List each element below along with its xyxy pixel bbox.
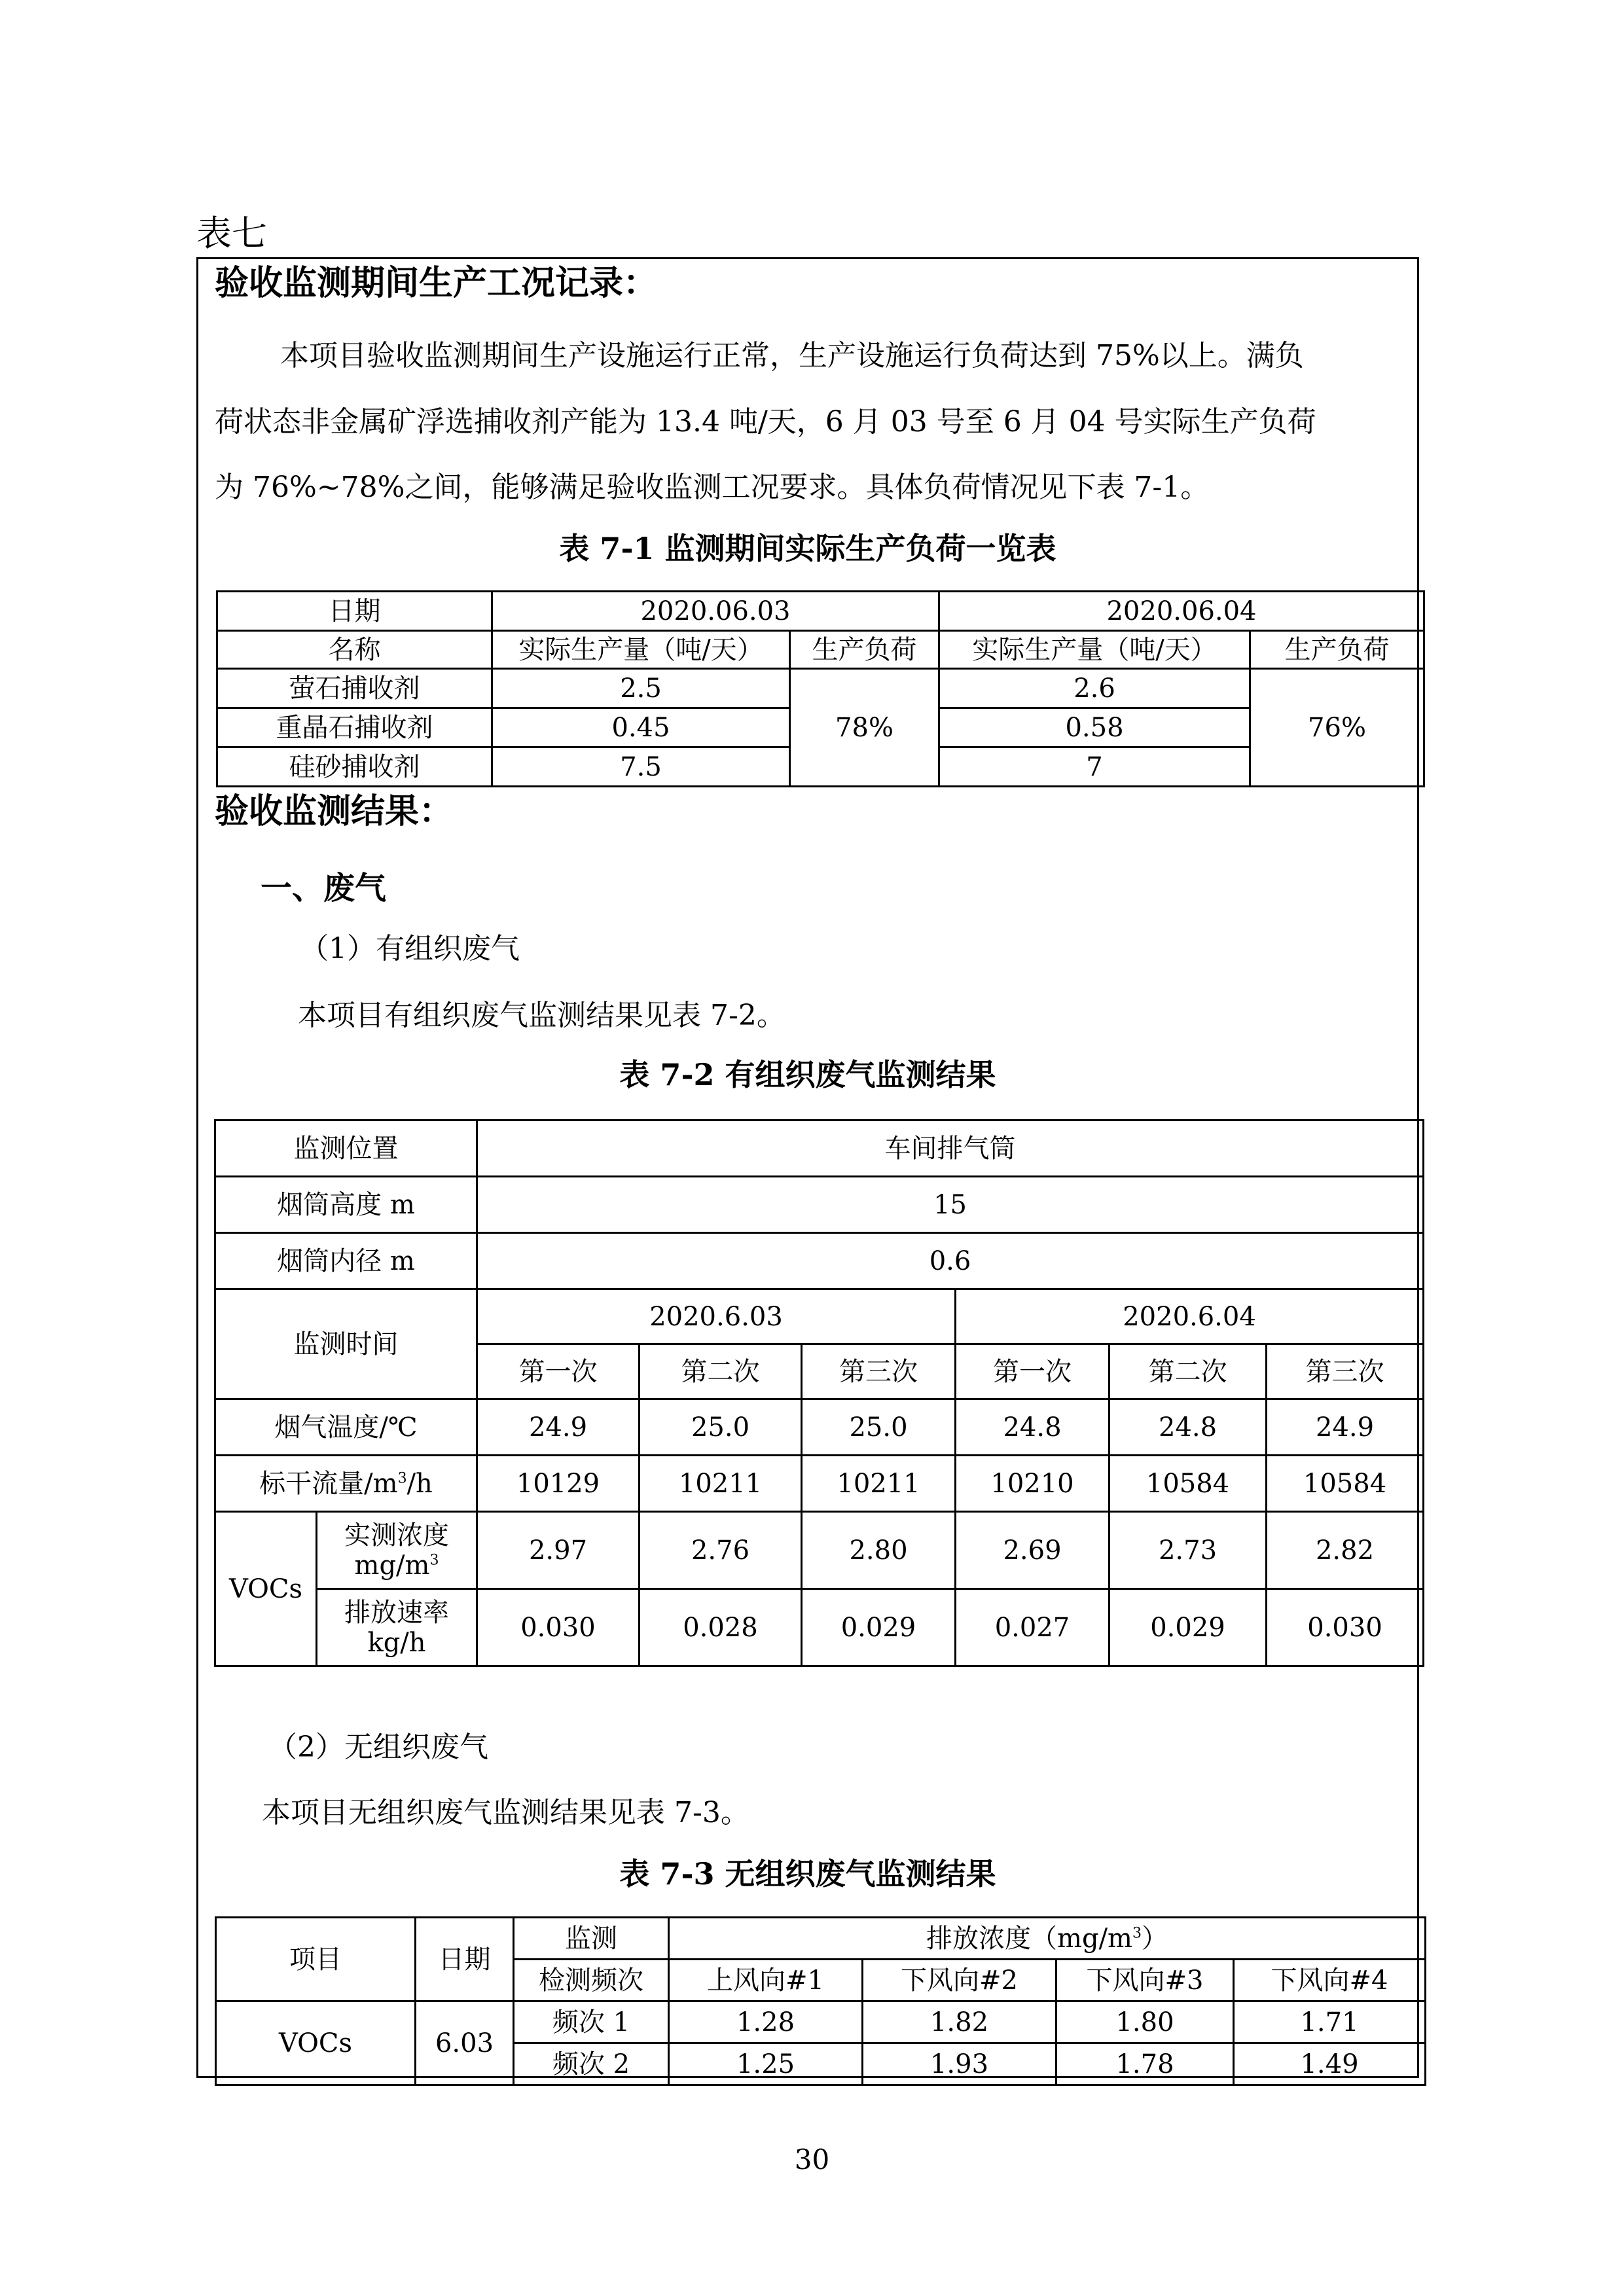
table-7-2 <box>214 1119 1424 1667</box>
t2-rate-value: 0.029 <box>802 1589 956 1666</box>
t1-header-load-1: 生产负荷 <box>790 631 939 669</box>
results-heading: 验收监测结果： <box>215 791 454 831</box>
t2-run: 第一次 <box>956 1344 1110 1399</box>
t3-point: 下风向#2 <box>863 1960 1056 2001</box>
t3-value: 1.28 <box>669 2001 863 2043</box>
t1-row-value: 0.45 <box>492 708 790 747</box>
t2-temp-value: 24.8 <box>1110 1399 1267 1456</box>
t1-row-name: 萤石捕收剂 <box>217 669 492 708</box>
table-7-3-title: 表 7-3 无组织废气监测结果 <box>619 1856 996 1892</box>
t3-item: VOCs <box>216 2001 416 2085</box>
waste-gas-heading: 一、废气 <box>261 870 387 906</box>
t3-header-monitor: 监测 <box>514 1918 669 1960</box>
production-paragraph-line-1: 本项目验收监测期间生产设施运行正常，生产设施运行负荷达到 75%以上。满负 <box>280 339 1304 372</box>
t2-location: 车间排气筒 <box>477 1121 1424 1177</box>
t3-header-freq: 检测频次 <box>514 1960 669 2001</box>
t2-rate-value: 0.027 <box>956 1589 1110 1666</box>
t2-conc-unit: mg/m <box>354 1550 430 1581</box>
table-7-1 <box>216 590 1425 787</box>
fugitive-gas-heading: （2）无组织废气 <box>268 1731 488 1764</box>
t3-header-date: 日期 <box>416 1918 514 2001</box>
t3-conc-tail: ） <box>1141 1923 1168 1954</box>
t2-date-1: 2020.6.03 <box>477 1289 956 1344</box>
t2-height: 15 <box>477 1177 1424 1233</box>
t3-value: 1.71 <box>1234 2001 1426 2043</box>
t2-run: 第二次 <box>1110 1344 1267 1399</box>
section-label: 表七 <box>196 213 267 254</box>
t2-run: 第一次 <box>477 1344 640 1399</box>
page-number: 30 <box>794 2144 830 2176</box>
t2-conc-value: 2.82 <box>1267 1512 1424 1589</box>
t2-temp-value: 24.9 <box>1267 1399 1424 1456</box>
t3-point: 下风向#4 <box>1234 1960 1426 2001</box>
t2-rate-value: 0.029 <box>1110 1589 1267 1666</box>
t2-conc-value: 2.80 <box>802 1512 956 1589</box>
t3-conc-label: 排放浓度（mg/m <box>926 1923 1132 1954</box>
t2-run: 第二次 <box>640 1344 802 1399</box>
t2-rate-value: 0.028 <box>640 1589 802 1666</box>
production-paragraph-line-2: 荷状态非金属矿浮选捕收剂产能为 13.4 吨/天，6 月 03 号至 6 月 04 号实际生产负荷 <box>215 405 1316 439</box>
t1-row-name: 硅砂捕收剂 <box>217 747 492 787</box>
table-7-3 <box>215 1916 1426 2086</box>
t3-value: 1.25 <box>669 2043 863 2085</box>
t2-header-location: 监测位置 <box>215 1121 477 1177</box>
table-7-2-title: 表 7-2 有组织废气监测结果 <box>619 1057 996 1092</box>
t2-header-diameter: 烟筒内径 m <box>215 1233 477 1289</box>
t3-freq: 频次 2 <box>514 2043 669 2085</box>
t2-flow-value: 10210 <box>956 1456 1110 1512</box>
t1-row-name: 重晶石捕收剂 <box>217 708 492 747</box>
t2-header-conc <box>317 1512 477 1589</box>
t2-rate-value: 0.030 <box>477 1589 640 1666</box>
t2-header-rate <box>317 1589 477 1666</box>
t2-conc-value: 2.69 <box>956 1512 1110 1589</box>
t2-temp-value: 24.8 <box>956 1399 1110 1456</box>
t1-row-value: 0.58 <box>939 708 1250 747</box>
t2-temp-value: 24.9 <box>477 1399 640 1456</box>
t3-point: 下风向#3 <box>1056 1960 1234 2001</box>
production-paragraph-line-3: 为 76%~78%之间，能够满足验收监测工况要求。具体负荷情况见下表 7-1。 <box>215 471 1210 504</box>
fugitive-gas-paragraph: 本项目无组织废气监测结果见表 7-3。 <box>262 1796 749 1829</box>
t2-rate-unit: kg/h <box>367 1627 426 1658</box>
table-7-1-title: 表 7-1 监测期间实际生产负荷一览表 <box>559 531 1056 566</box>
t2-conc-value: 2.76 <box>640 1512 802 1589</box>
t2-conc-value: 2.97 <box>477 1512 640 1589</box>
t2-temp-value: 25.0 <box>640 1399 802 1456</box>
t2-flow-value: 10584 <box>1110 1456 1267 1512</box>
t1-header-load-2: 生产负荷 <box>1250 631 1424 669</box>
t1-date-1: 2020.06.03 <box>492 592 939 631</box>
t2-flow-sup: 3 <box>397 1470 407 1487</box>
t1-header-date: 日期 <box>217 592 492 631</box>
t2-flow-value: 10129 <box>477 1456 640 1512</box>
t2-flow-tail: /h <box>406 1468 433 1499</box>
t2-conc-sup: 3 <box>429 1552 439 1569</box>
t3-freq: 频次 1 <box>514 2001 669 2043</box>
t3-value: 1.82 <box>863 2001 1056 2043</box>
t3-header-item: 项目 <box>216 1918 416 2001</box>
t2-flow-label: 标干流量/m <box>259 1468 398 1499</box>
t3-point: 上风向#1 <box>669 1960 863 2001</box>
t2-date-2: 2020.6.04 <box>956 1289 1424 1344</box>
t2-rate-label: 排放速率 <box>344 1597 449 1628</box>
t1-header-name: 名称 <box>217 631 492 669</box>
t2-flow-value: 10211 <box>802 1456 956 1512</box>
t1-row-value: 7 <box>939 747 1250 787</box>
t3-value: 1.93 <box>863 2043 1056 2085</box>
t3-date: 6.03 <box>416 2001 514 2085</box>
t1-date-2: 2020.06.04 <box>939 592 1424 631</box>
t2-header-time: 监测时间 <box>215 1289 477 1399</box>
t3-header-conc <box>669 1918 1426 1960</box>
t1-header-output-1: 实际生产量（吨/天） <box>492 631 790 669</box>
t2-conc-value: 2.73 <box>1110 1512 1267 1589</box>
t2-flow-value: 10584 <box>1267 1456 1424 1512</box>
t1-header-output-2: 实际生产量（吨/天） <box>939 631 1250 669</box>
t3-conc-sup: 3 <box>1132 1925 1142 1942</box>
t3-value: 1.80 <box>1056 2001 1234 2043</box>
t2-header-flow <box>215 1456 477 1512</box>
t2-diameter: 0.6 <box>477 1233 1424 1289</box>
t2-header-temp: 烟气温度/℃ <box>215 1399 477 1456</box>
t2-temp-value: 25.0 <box>802 1399 956 1456</box>
organized-gas-paragraph: 本项目有组织废气监测结果见表 7-2。 <box>298 999 785 1032</box>
t1-load-1: 78% <box>790 669 939 787</box>
t2-flow-value: 10211 <box>640 1456 802 1512</box>
t2-rate-value: 0.030 <box>1267 1589 1424 1666</box>
t3-value: 1.78 <box>1056 2043 1234 2085</box>
t1-row-value: 2.5 <box>492 669 790 708</box>
production-heading: 验收监测期间生产工况记录： <box>215 263 658 303</box>
organized-gas-heading: （1）有组织废气 <box>300 932 520 965</box>
t1-load-2: 76% <box>1250 669 1424 787</box>
t1-row-value: 2.6 <box>939 669 1250 708</box>
t2-conc-label: 实测浓度 <box>344 1520 449 1551</box>
t1-row-value: 7.5 <box>492 747 790 787</box>
t2-pollutant: VOCs <box>215 1512 317 1666</box>
t3-value: 1.49 <box>1234 2043 1426 2085</box>
t2-run: 第三次 <box>1267 1344 1424 1399</box>
t2-run: 第三次 <box>802 1344 956 1399</box>
t2-header-height: 烟筒高度 m <box>215 1177 477 1233</box>
